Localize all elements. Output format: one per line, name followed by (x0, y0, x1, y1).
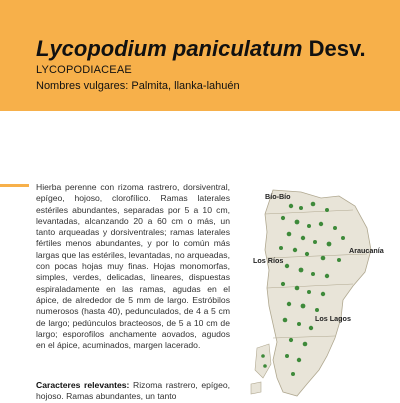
small-island (251, 382, 261, 394)
common-names: Nombres vulgares: Palmita, llanka-lahuén (36, 80, 240, 92)
species-title (36, 36, 366, 62)
map-svg (243, 188, 389, 398)
relevant-label: Caracteres relevantes: (36, 380, 130, 390)
chile-land (265, 190, 371, 396)
family-name: LYCOPODIACEAE (36, 64, 132, 76)
relevant-characters (36, 380, 230, 403)
title-banner (0, 0, 400, 111)
chiloe-island (255, 344, 271, 378)
region-label-losrios: Los Ríos (253, 256, 284, 265)
section-accent-bar (0, 184, 29, 187)
species-author: Desv. (308, 36, 366, 61)
region-label-biobio: Bío-Bío (265, 192, 291, 201)
region-label-loslagos: Los Lagos (315, 314, 351, 323)
species-latin-name: Lycopodium paniculatum (36, 36, 303, 61)
region-label-araucania: Araucanía (349, 246, 384, 255)
relevant-text: Rizoma rastrero, epígeo, hojoso. Ramas abundantes, un tanto (36, 380, 231, 402)
description-text: Hierba perenne con rizoma rastrero, dorsiventral, epígeo, hojoso, clorofílico. Ramas laterales estériles abundantes, separadas por 5 a 10 cm, levantadas, alcanzando 20 a 60 cm o más, un tanto arqueadas y dorsiventrales; ramas laterales fértiles menos abundantes, y por lo común más largas que las estériles, levantadas, no arqueadas, con pocas hojas muy finas. Hojas monomorfas, simples, verdes, delicadas, lineares, dispuestas espiraladamente en las ramas, agudas en el ápice, de alrededor de 5 mm de largo. Estróbilos numerosos (hasta 40), pedunculados, de 4 a 5 cm de largo; pedúnculos bracteosos, de 5 a 10 cm de largo; esporofilos anchamente aovados, agudos en el ápice, acuminados, margen lacerado. (36, 182, 230, 351)
distribution-map (243, 188, 389, 398)
